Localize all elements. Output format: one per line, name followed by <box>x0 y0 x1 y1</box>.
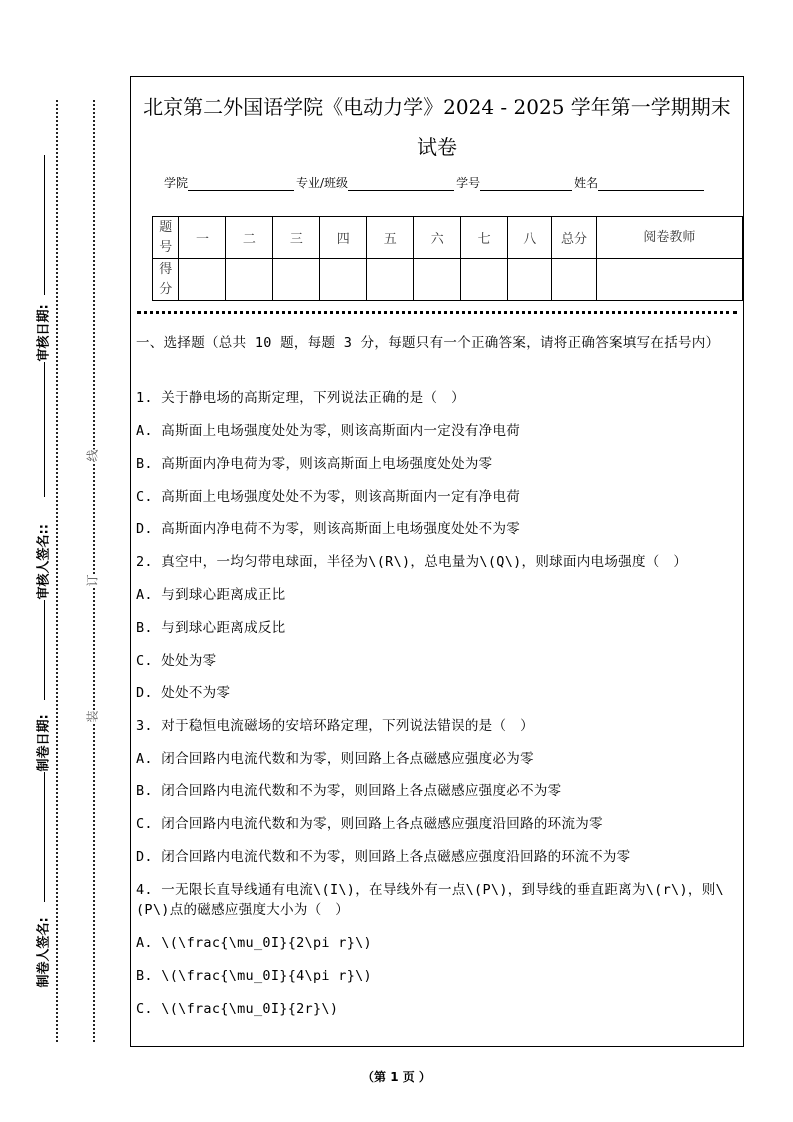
col-header: 三 <box>273 217 320 259</box>
binding-mark-line: 线 <box>82 449 103 461</box>
college-input[interactable] <box>188 178 294 191</box>
binding-mark-bind: 装 <box>82 710 103 722</box>
dotted-separator <box>137 311 737 314</box>
question-option: A. 高斯面上电场强度处处为零，则该高斯面内一定没有净电荷 <box>136 423 521 439</box>
question-option: D. 处处不为零 <box>136 685 231 701</box>
question-stem: 4. 一无限长直导线通有电流\(I\)，在导线外有一点\(P\)，到导线的垂直距离为\(r\)，则\(P\)点的磁感应强度大小为（ ） <box>136 882 724 918</box>
col-header: 一 <box>179 217 226 259</box>
exam-frame <box>130 76 744 1047</box>
compile-date-label: 制卷日期: <box>36 714 52 772</box>
score-cell[interactable] <box>414 259 461 301</box>
signature-line <box>44 155 45 295</box>
score-cell[interactable] <box>226 259 273 301</box>
question-option: B. 高斯面内净电荷为零，则该高斯面上电场强度处处为零 <box>136 456 493 472</box>
question-option: C. 处处为零 <box>136 653 217 669</box>
margin-dotted-line-inner <box>93 100 95 1042</box>
margin-dotted-line-outer <box>56 100 58 1042</box>
signature-line <box>44 600 45 700</box>
field-label-college: 学院 <box>164 176 189 190</box>
col-header-grader: 阅卷教师 <box>596 217 742 259</box>
score-cell[interactable] <box>508 259 552 301</box>
question-option: D. 高斯面内净电荷不为零，则该高斯面上电场强度处处不为零 <box>136 521 521 537</box>
student-info-fields <box>164 174 706 191</box>
field-label-major-class: 专业/班级 <box>296 176 349 190</box>
col-header: 七 <box>461 217 508 259</box>
reviewer-signature-label: 审核人签名:: <box>36 524 52 600</box>
exam-title-line2: 试卷 <box>417 135 457 159</box>
signature-line <box>44 772 45 902</box>
score-cell-total[interactable] <box>552 259 596 301</box>
score-cell[interactable] <box>273 259 320 301</box>
major-class-input[interactable] <box>348 178 454 191</box>
row-label-score: 得分 <box>153 259 179 301</box>
question-option: B. 闭合回路内电流代数和不为零，则回路上各点磁感应强度必不为零 <box>136 783 562 799</box>
row-label-question-no: 题号 <box>153 217 179 259</box>
question-option: C. 闭合回路内电流代数和为零，则回路上各点磁感应强度沿回路的环流为零 <box>136 816 603 832</box>
question-stem: 2. 真空中，一均匀带电球面，半径为\(R\)，总电量为\(Q\)，则球面内电场强度（ ） <box>136 554 688 570</box>
field-label-student-id: 学号 <box>456 176 481 190</box>
field-label-name: 姓名 <box>574 176 599 190</box>
question-option: C. 高斯面上电场强度处处不为零，则该高斯面内一定有净电荷 <box>136 489 521 505</box>
student-id-input[interactable] <box>480 178 572 191</box>
review-date-label: 审核日期: <box>36 304 52 362</box>
compiler-signature-label: 制卷人签名: <box>36 917 52 988</box>
score-cell[interactable] <box>367 259 414 301</box>
page-number: （第 1 页 ） <box>362 1070 431 1084</box>
score-cell-grader[interactable] <box>596 259 742 301</box>
score-cell[interactable] <box>179 259 226 301</box>
exam-title: 北京第二外国语学院《电动力学》2024 - 2025 学年第一学期期末 <box>143 95 731 119</box>
col-header: 八 <box>508 217 552 259</box>
question-option: A. 闭合回路内电流代数和为零，则回路上各点磁感应强度必为零 <box>136 751 534 767</box>
question-option: B. \(\frac{\mu_0I}{4\pi r}\) <box>136 968 372 984</box>
col-header: 五 <box>367 217 414 259</box>
score-cell[interactable] <box>461 259 508 301</box>
binding-mark-staple: 订 <box>82 574 103 586</box>
col-header: 四 <box>320 217 367 259</box>
score-table <box>152 216 743 301</box>
question-option: A. \(\frac{\mu_0I}{2\pi r}\) <box>136 935 372 951</box>
question-option: C. \(\frac{\mu_0I}{2r}\) <box>136 1001 339 1017</box>
question-option: A. 与到球心距离成正比 <box>136 587 286 603</box>
name-input[interactable] <box>598 178 704 191</box>
signature-line <box>44 362 45 497</box>
col-header: 二 <box>226 217 273 259</box>
col-header: 六 <box>414 217 461 259</box>
score-cell[interactable] <box>320 259 367 301</box>
section-heading: 一、选择题（总共 10 题，每题 3 分，每题只有一个正确答案，请将正确答案填写在括号内） <box>136 335 720 351</box>
question-option: B. 与到球心距离成反比 <box>136 620 286 636</box>
question-stem: 1. 关于静电场的高斯定理，下列说法正确的是（ ） <box>136 390 465 406</box>
question-stem: 3. 对于稳恒电流磁场的安培环路定理，下列说法错误的是（ ） <box>136 718 534 734</box>
question-option: D. 闭合回路内电流代数和不为零，则回路上各点磁感应强度沿回路的环流不为零 <box>136 849 631 865</box>
col-header-total: 总分 <box>552 217 596 259</box>
